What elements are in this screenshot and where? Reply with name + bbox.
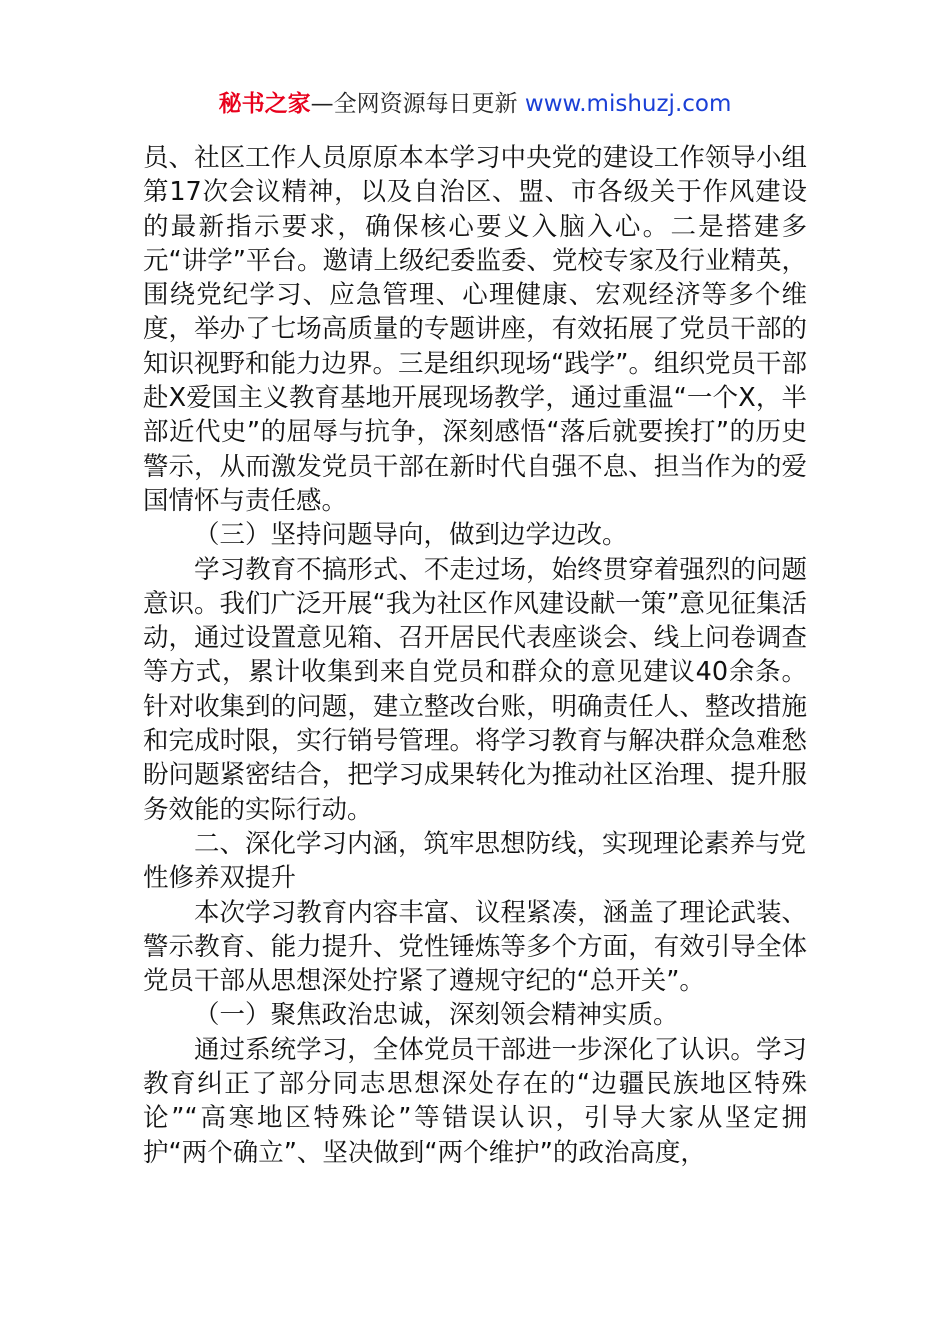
paragraph-political-loyalty: 通过系统学习，全体党员干部进一步深化了认识。学习教育纠正了部分同志思想深处存在的“边疆民族地区特殊论”“高寒地区特殊论”等错误认识，引导大家从坚定拥护“两个确立”、坚决做到“两个维护”的政治高度，: [143, 1034, 807, 1168]
section-heading-two: 二、深化学习内涵，筑牢思想防线，实现理论素养与党性修养双提升: [143, 828, 807, 894]
document-body: [143, 141, 807, 1170]
paragraph-continued: 员、社区工作人员原原本本学习中央党的建设工作领导小组第17次会议精神，以及自治区、盟、市各级关于作风建设的最新指示要求，确保核心要义入脑入心。二是搭建多元“讲学”平台。邀请上级纪委监委、党校专家及行业精英，围绕党纪学习、应急管理、心理健康、宏观经济等多个维度，举办了七场高质量的专题讲座，有效拓展了党员干部的知识视野和能力边界。三是组织现场“践学”。组织党员干部赴X爱国主义教育基地开展现场教学，通过重温“一个X，半部近代史”的屈辱与抗争，深刻感悟“落后就要挨打”的历史警示，从而激发党员干部在新时代自强不息、担当作为的爱国情怀与责任感。: [143, 143, 807, 516]
header-tagline: 全网资源每日更新: [333, 91, 518, 117]
website-link[interactable]: www.mishuzj.com: [524, 91, 732, 117]
paragraph-section-intro: 本次学习教育内容丰富、议程紧凑，涵盖了理论武装、警示教育、能力提升、党性锤炼等多个方面，有效引导全体党员干部从思想深处拧紧了遵规守纪的“总开关”。: [143, 897, 807, 997]
paragraph-problem-oriented: 学习教育不搞形式、不走过场，始终贯穿着强烈的问题意识。我们广泛开展“我为社区作风建设献一策”意见征集活动，通过设置意见箱、召开居民代表座谈会、线上问卷调查等方式，累计收集到来自党员和群众的意见建议40余条。针对收集到的问题，建立整改台账，明确责任人、整改措施和完成时限，实行销号管理。将学习教育与解决群众急难愁盼问题紧密结合，把学习成果转化为推动社区治理、提升服务效能的实际行动。: [143, 554, 807, 825]
brand-name: 秘书之家: [218, 91, 311, 117]
subheading-three: （三）坚持问题导向，做到边学边改。: [194, 520, 628, 551]
page-header: [0, 88, 950, 120]
subheading-one: （一）聚焦政治忠诚，深刻领会精神实质。: [194, 1000, 679, 1031]
header-dash: —: [310, 91, 334, 117]
